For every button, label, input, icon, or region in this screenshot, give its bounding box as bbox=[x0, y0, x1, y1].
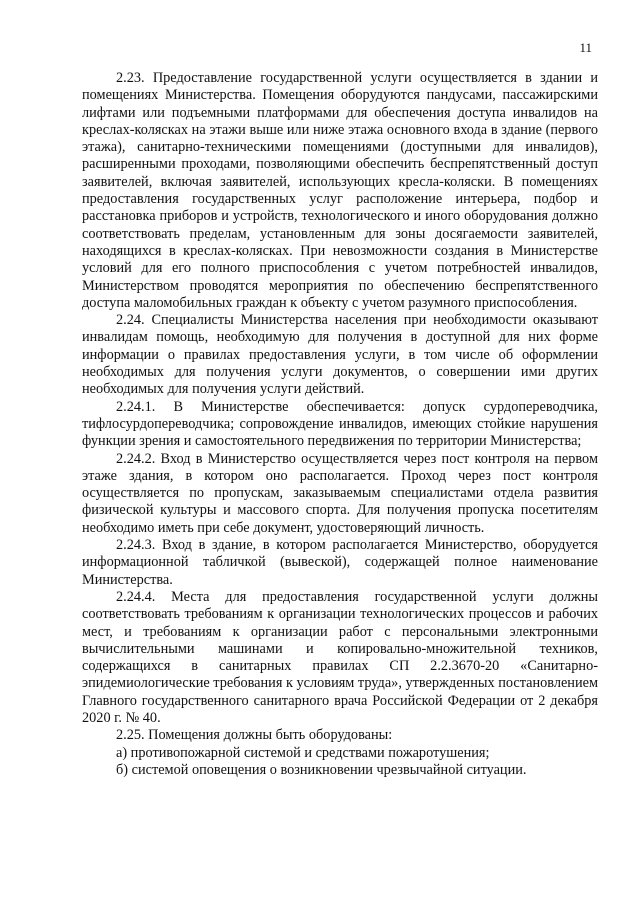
paragraph-2-24: 2.24. Специалисты Министерства населения при необходимости оказывают инвалидам помощь, необходимую для получения в доступной для них форме информации о правилах предоставления услуги, в том числе об оформлении необходимых для получения услуги документов, о совершении ими других необходимых для получения услуги действий. bbox=[82, 312, 598, 398]
page-number: 11 bbox=[579, 40, 592, 55]
paragraph-2-24-2: 2.24.2. Вход в Министерство осуществляется через пост контроля на первом этаже здания, в котором оно располагается. Проход через пост контроля осуществляется по пропускам, заказываемым специалистами отдела развития физической культуры и массового спорта. Для получения пропуска посетителям необходимо иметь при себе документ, удостоверяющий личность. bbox=[82, 450, 598, 536]
paragraph-2-24-1: 2.24.1. В Министерстве обеспечивается: допуск сурдопереводчика, тифлосурдопереводчика; сопровождение инвалидов, имеющих стойкие нарушения функции зрения и самостоятельного передвижения по территории Министерства; bbox=[82, 398, 598, 450]
list-item-b: б) системой оповещения о возникновении чрезвычайной ситуации. bbox=[116, 761, 527, 778]
paragraph-2-23: 2.23. Предоставление государственной услуги осуществляется в здании и помещениях Министерства. Помещения оборудуются пандусами, пассажирскими лифтами или подъемными платформами для обеспечения доступа инвалидов на креслах-колясках на этажи выше или ниже этажа основного входа в здание (первого этажа), санитарно-техническими помещениями (доступными для инвалидов), расширенными проходами, позволяющими обеспечить беспрепятственный доступ заявителей, включая заявителей, использующих кресла-коляски. В помещениях предоставления государственных услуг расположение интерьера, подбор и расстановка приборов и устройств, технологического и иного оборудования должно соответствовать пределам, установленным для зоны досягаемости заявителей, находящихся в креслах-колясках. При невозможности создания в Министерстве условий для его полного приспособления с учетом потребностей инвалидов, Министерством проводятся мероприятия по обеспечению беспрепятственного доступа маломобильных граждан к объекту с учетом разумного приспособления. bbox=[82, 70, 598, 311]
document-body bbox=[82, 70, 598, 779]
paragraph-2-24-4: 2.24.4. Места для предоставления государственной услуги должны соответствовать требованиям к организации технологических процессов и рабочих мест, и требованиям к организации работ с персональными электронными вычислительными машинами и копировально-множительной техников, содержащихся в санитарных правилах СП 2.2.3670-20 «Санитарно-эпидемиологические требования к условиям труда», утвержденных постановлением Главного государственного санитарного врача Российской Федерации от 2 декабря 2020 г. № 40. bbox=[82, 588, 598, 726]
paragraph-2-25: 2.25. Помещения должны быть оборудованы: bbox=[116, 727, 393, 744]
list-item-a: а) противопожарной системой и средствами пожаротушения; bbox=[116, 744, 490, 761]
paragraph-2-24-3: 2.24.3. Вход в здание, в котором располагается Министерство, оборудуется информационной табличкой (вывеской), содержащей полное наименование Министерства. bbox=[82, 537, 598, 588]
